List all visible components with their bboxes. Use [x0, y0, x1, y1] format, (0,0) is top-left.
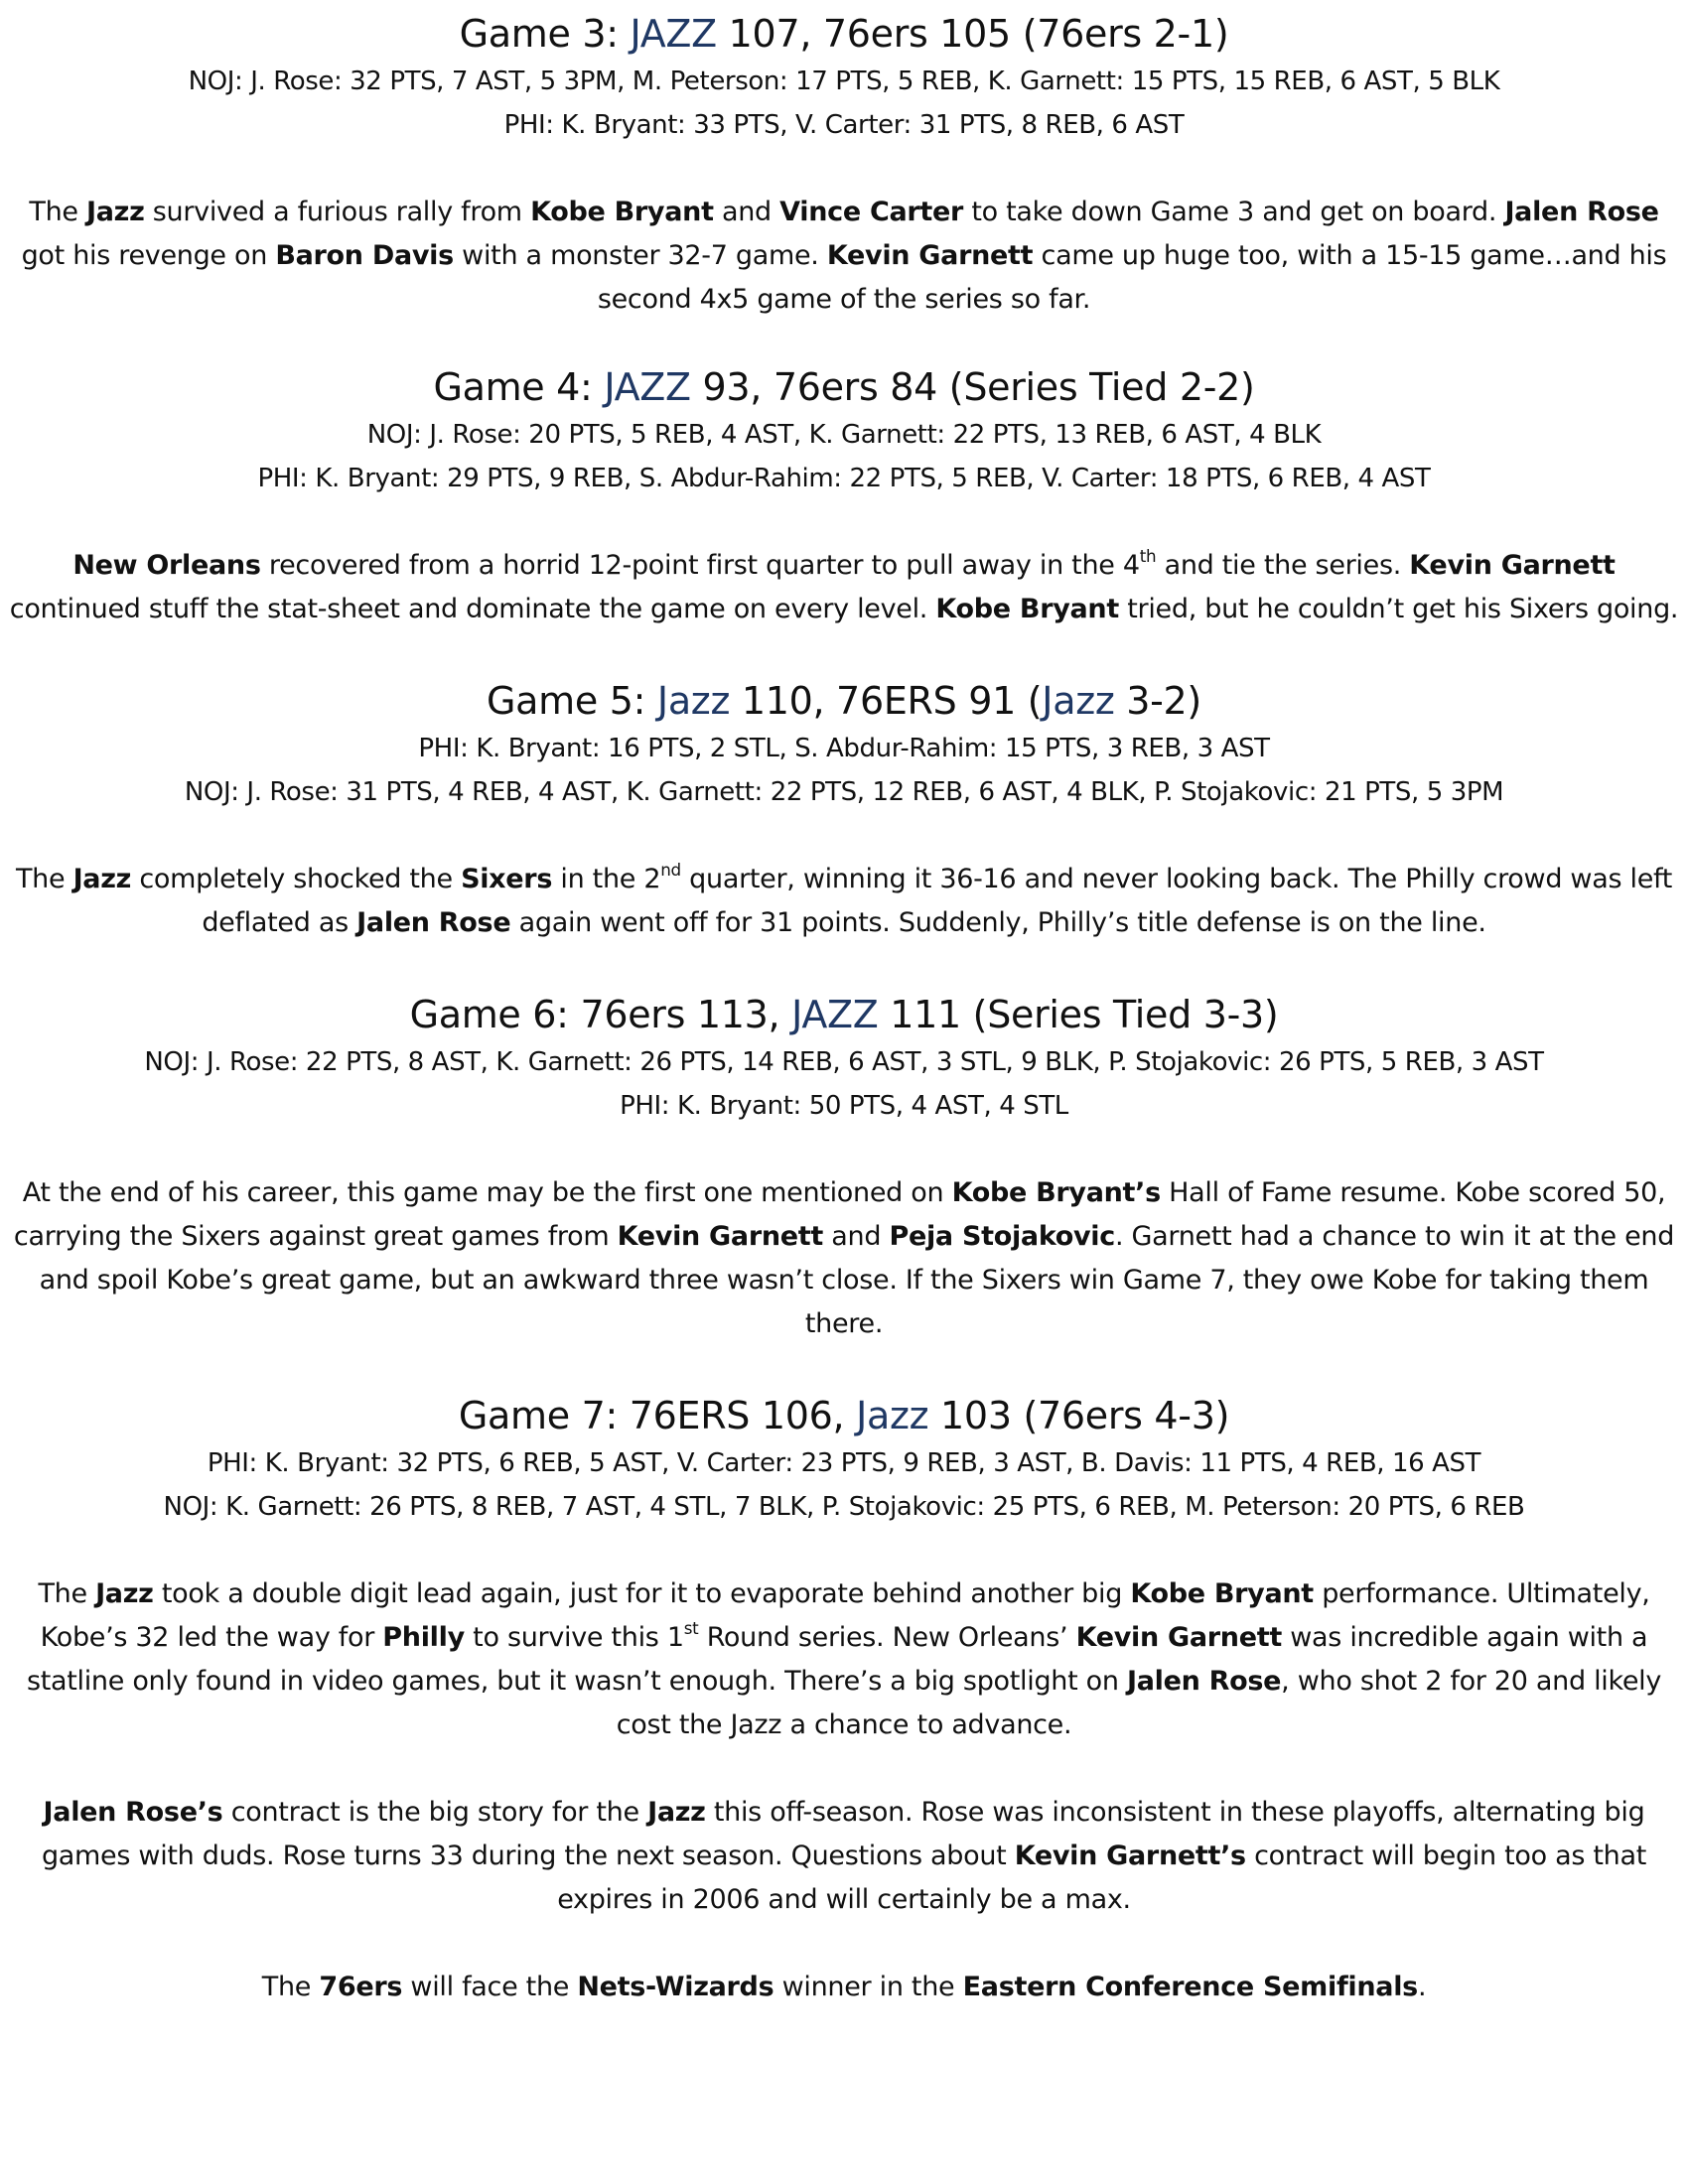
text-run: this off-season. Rose was inconsistent in these playoffs, alternating big games with duds. Rose turns 33 during the next season. Questions about	[41, 1797, 1645, 1871]
stat-line: PHI: K. Bryant: 16 PTS, 2 STL, S. Abdur-Rahim: 15 PTS, 3 REB, 3 AST	[418, 734, 1270, 763]
bold-name: Jalen Rose	[1504, 197, 1659, 227]
bold-name: Jazz	[95, 1578, 154, 1609]
team-name-highlight: Jazz	[656, 679, 731, 723]
offseason-paragraph	[0, 1791, 1688, 1922]
game-4-heading: Game 4: JAZZ 93, 76ers 84 (Series Tied 2-2)	[433, 365, 1255, 409]
bold-name: 76ers	[319, 1972, 403, 2002]
bold-name: Sixers	[461, 864, 553, 894]
text-run: The	[261, 1972, 320, 2002]
bold-name: Kevin Garnett	[1409, 550, 1616, 581]
bold-name: Jalen Rose	[1126, 1666, 1282, 1697]
text-run: , who shot 2 for 20 and likely cost the Jazz a chance to advance.	[616, 1666, 1662, 1740]
game-6-heading: Game 6: 76ers 113, JAZZ 111 (Series Tied 3-3)	[409, 993, 1279, 1036]
text-run: . Garnett had a chance to win it at the end and spoil Kobe’s great game, but an awkward three wasn’t close. If the Sixers win Game 7, they owe Kobe for taking them there.	[39, 1221, 1675, 1339]
team-name-highlight: JAZZ	[604, 365, 691, 409]
team-name-highlight: Jazz	[1042, 679, 1115, 723]
text-run: survived a furious rally from	[144, 197, 531, 227]
bold-name: Vince Carter	[779, 197, 964, 227]
bold-name: Kobe Bryant	[1130, 1578, 1314, 1609]
text-run: The	[15, 864, 73, 894]
bold-name: Jazz	[647, 1797, 706, 1828]
bold-name: New Orleans	[72, 550, 261, 581]
text-run: recovered from a horrid 12-point first quarter to pull away in the 4	[260, 550, 1140, 581]
stat-line: PHI: K. Bryant: 50 PTS, 4 AST, 4 STL	[620, 1091, 1068, 1121]
text-run: in the 2	[552, 864, 661, 894]
bold-name: Peja Stojakovic	[889, 1221, 1115, 1252]
text-run: contract is the big story for the	[222, 1797, 648, 1828]
stat-line: NOJ: K. Garnett: 26 PTS, 8 REB, 7 AST, 4 STL, 7 BLK, P. Stojakovic: 25 PTS, 6 REB, M. Peterson: 20 PTS, 6 REB	[163, 1492, 1525, 1522]
bold-name: Kevin Garnett	[826, 240, 1034, 271]
game-5-section	[0, 675, 1688, 945]
game-recap-paragraph	[0, 1171, 1688, 1346]
text-run: Hall of Fame resume. Kobe scored 50, carrying the Sixers against great games from	[13, 1177, 1666, 1252]
bold-name: Kevin Garnett’s	[1014, 1841, 1246, 1871]
game-recap-paragraph	[0, 544, 1688, 631]
text-run: continued stuff the stat-sheet and dominate the game on every level.	[9, 594, 936, 624]
text-run: tried, but he couldn’t get his Sixers going.	[1118, 594, 1679, 624]
text-run: got his revenge on	[21, 240, 276, 271]
bold-name: Kevin Garnett	[617, 1221, 823, 1252]
game-recap-paragraph	[0, 1572, 1688, 1747]
text-run: to take down Game 3 and get on board.	[963, 197, 1505, 227]
game-recap-paragraph	[0, 858, 1688, 945]
text-run: again went off for 31 points. Suddenly, Philly’s title defense is on the line.	[510, 907, 1486, 938]
text-run: took a double digit lead again, just for it to evaporate behind another big	[153, 1578, 1131, 1609]
stat-line: PHI: K. Bryant: 33 PTS, V. Carter: 31 PTS, 8 REB, 6 AST	[503, 110, 1185, 140]
text-run: The	[29, 197, 86, 227]
stat-line: NOJ: J. Rose: 31 PTS, 4 REB, 4 AST, K. Garnett: 22 PTS, 12 REB, 6 AST, 4 BLK, P. Stojakovic: 21 PTS, 5 3PM	[184, 777, 1504, 807]
bold-name: Kobe Bryant	[935, 594, 1119, 624]
game-3-heading: Game 3: JAZZ 107, 76ers 105 (76ers 2-1)	[459, 12, 1229, 56]
text-run: The	[38, 1578, 96, 1609]
text-run: will face the	[402, 1972, 578, 2002]
text-run: with a monster 32-7 game.	[453, 240, 827, 271]
text-run: contract will begin too as that expires in 2006 and will certainly be a max.	[557, 1841, 1647, 1915]
text-run: was incredible again with a statline only found in video games, but it wasn’t enough. There’s a big spotlight on	[26, 1622, 1648, 1697]
ordinal-suffix: st	[683, 1617, 699, 1638]
game-7-section	[0, 1390, 1688, 1747]
text-run: and tie the series.	[1156, 550, 1410, 581]
text-run: winner in the	[774, 1972, 963, 2002]
text-run: and	[823, 1221, 890, 1252]
game-7-heading: Game 7: 76ERS 106, Jazz 103 (76ers 4-3)	[458, 1394, 1230, 1437]
game-3-section	[0, 8, 1688, 322]
bold-name: Kevin Garnett	[1075, 1622, 1282, 1653]
bold-name: Jalen Rose	[356, 907, 511, 938]
text-run: At the end of his career, this game may be the first one mentioned on	[22, 1177, 952, 1208]
stat-line: NOJ: J. Rose: 22 PTS, 8 AST, K. Garnett: 26 PTS, 14 REB, 6 AST, 3 STL, 9 BLK, P. Stojakovic: 26 PTS, 5 REB, 3 AST	[144, 1047, 1544, 1077]
stat-line: NOJ: J. Rose: 20 PTS, 5 REB, 4 AST, K. Garnett: 22 PTS, 13 REB, 6 AST, 4 BLK	[366, 420, 1322, 450]
text-run: to survive this 1	[464, 1622, 684, 1653]
bold-name: Jalen Rose’s	[43, 1797, 223, 1828]
text-run: quarter, winning it 36-16 and never looking back. The Philly crowd was left deflated as	[202, 864, 1673, 938]
text-run: completely shocked the	[131, 864, 462, 894]
ordinal-suffix: th	[1139, 545, 1157, 566]
text-run: and	[713, 197, 780, 227]
bold-name: Eastern Conference Semifinals	[962, 1972, 1418, 2002]
stat-line: NOJ: J. Rose: 32 PTS, 7 AST, 5 3PM, M. Peterson: 17 PTS, 5 REB, K. Garnett: 15 PTS, 15 REB, 6 AST, 5 BLK	[188, 67, 1500, 96]
bold-name: Jazz	[72, 864, 132, 894]
bold-name: Kobe Bryant’s	[951, 1177, 1161, 1208]
stat-line: PHI: K. Bryant: 32 PTS, 6 REB, 5 AST, V. Carter: 23 PTS, 9 REB, 3 AST, B. Davis: 11 PTS, 4 REB, 16 AST	[207, 1448, 1481, 1478]
game-recap-paragraph	[0, 191, 1688, 322]
game-6-section	[0, 989, 1688, 1346]
text-run: performance. Ultimately, Kobe’s 32 led the way for	[40, 1578, 1650, 1653]
next-round-paragraph	[0, 1966, 1688, 2009]
bold-name: Baron Davis	[275, 240, 454, 271]
offseason-section	[0, 1791, 1688, 2009]
team-name-highlight: JAZZ	[630, 12, 717, 56]
game-5-heading: Game 5: Jazz 110, 76ERS 91 (Jazz 3-2)	[487, 679, 1201, 723]
bold-name: Jazz	[85, 197, 145, 227]
bold-name: Nets-Wizards	[577, 1972, 774, 2002]
ordinal-suffix: nd	[660, 859, 681, 880]
article-page	[0, 8, 1688, 2053]
bold-name: Philly	[382, 1622, 465, 1653]
team-name-highlight: JAZZ	[791, 993, 879, 1036]
text-run: .	[1417, 1972, 1427, 2002]
text-run: came up huge too, with a 15-15 game…and his second 4x5 game of the series so far.	[597, 240, 1667, 315]
bold-name: Kobe Bryant	[530, 197, 714, 227]
text-run: Round series. New Orleans’	[698, 1622, 1076, 1653]
stat-line: PHI: K. Bryant: 29 PTS, 9 REB, S. Abdur-Rahim: 22 PTS, 5 REB, V. Carter: 18 PTS, 6 REB, 4 AST	[257, 464, 1431, 493]
game-4-section	[0, 361, 1688, 631]
team-name-highlight: Jazz	[856, 1394, 929, 1437]
